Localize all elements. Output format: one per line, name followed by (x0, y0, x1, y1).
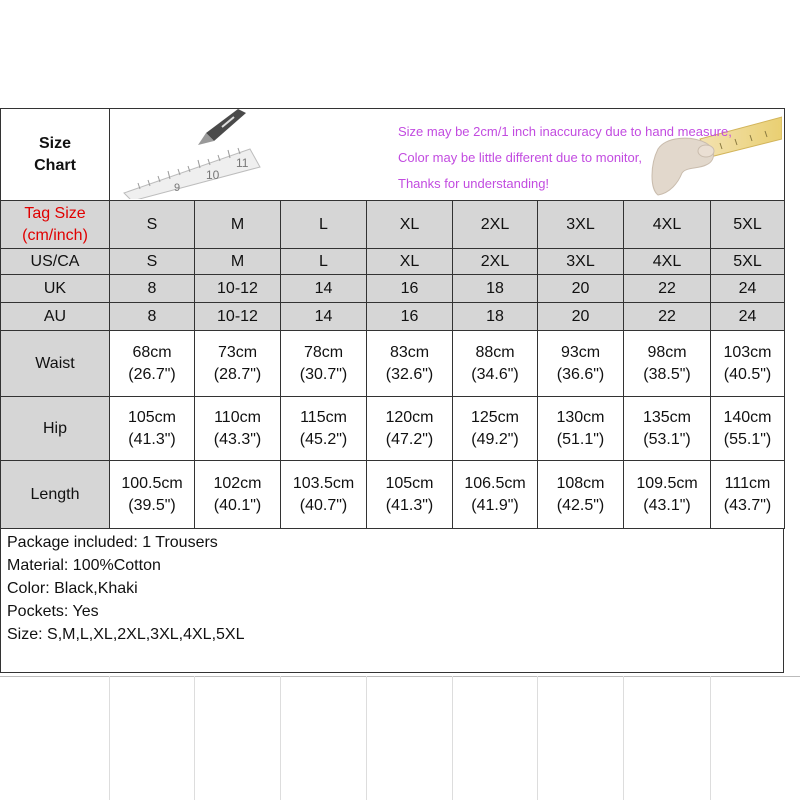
size-header: 5XL (711, 201, 785, 249)
banner-row (1, 109, 785, 201)
inch-value: (40.5") (723, 365, 772, 383)
table-cell: 10-12 (195, 275, 281, 303)
table-cell: 14 (281, 303, 367, 331)
table-cell: S (110, 249, 195, 275)
table-cell: 18 (453, 275, 538, 303)
inch-value: (43.7") (723, 496, 772, 514)
divider (366, 676, 367, 800)
inch-value: (40.7") (299, 496, 348, 514)
cm-value: 100.5cm (121, 474, 183, 492)
measure-cell (538, 397, 624, 461)
cm-value: 106.5cm (464, 474, 526, 492)
ruler-number: 9 (174, 182, 181, 194)
inch-value: (43.3") (213, 430, 262, 448)
tag-size-label (1, 201, 110, 249)
banner (110, 109, 785, 201)
size-header: 4XL (624, 201, 711, 249)
table-cell: 20 (538, 303, 624, 331)
measure-cell (195, 397, 281, 461)
inch-value: (32.6") (385, 365, 434, 383)
measure-cell (624, 331, 711, 397)
measure-cell (624, 461, 711, 529)
info-line-package: Package included: 1 Trousers (7, 534, 218, 551)
product-info (0, 529, 784, 673)
cm-value: 135cm (642, 408, 692, 426)
inch-value: (51.1") (556, 430, 605, 448)
cm-value: 108cm (556, 474, 605, 492)
inch-value: (45.2") (299, 430, 348, 448)
cm-value: 88cm (475, 343, 515, 361)
note-line: Color may be little different due to monitor, (398, 150, 642, 165)
measure-cell (281, 397, 367, 461)
divider (710, 676, 711, 800)
table-cell: 16 (367, 275, 453, 303)
size-header: 3XL (538, 201, 624, 249)
note-line: Size may be 2cm/1 inch inaccuracy due to hand measure, (398, 124, 732, 139)
measure-cell (367, 461, 453, 529)
measure-cell (195, 461, 281, 529)
cm-value: 105cm (127, 408, 177, 426)
measure-cell (538, 331, 624, 397)
table-cell: M (195, 249, 281, 275)
measure-cell (453, 461, 538, 529)
inch-value: (41.3") (385, 496, 434, 514)
size-header: XL (367, 201, 453, 249)
row-label: US/CA (1, 249, 110, 275)
table-cell: 24 (711, 303, 785, 331)
measure-cell (110, 461, 195, 529)
divider (537, 676, 538, 800)
info-line-size: Size: S,M,L,XL,2XL,3XL,4XL,5XL (7, 626, 245, 643)
info-line-pockets: Pockets: Yes (7, 603, 99, 620)
ruler-icon (124, 148, 260, 199)
divider (109, 676, 110, 800)
cm-value: 73cm (217, 343, 258, 361)
table-cell: 16 (367, 303, 453, 331)
ruler-number: 10 (206, 168, 220, 182)
divider (452, 676, 453, 800)
table-cell: 22 (624, 303, 711, 331)
cm-value: 93cm (560, 343, 601, 361)
size-table (0, 108, 785, 529)
inch-value: (53.1") (643, 430, 691, 448)
title-line-1: Size (38, 134, 71, 152)
table-cell: 22 (624, 275, 711, 303)
cm-value: 125cm (470, 408, 520, 426)
cm-value: 140cm (723, 408, 772, 426)
cm-value: 130cm (556, 408, 605, 426)
cm-value: 115cm (300, 408, 347, 426)
note-line: Thanks for understanding! (398, 176, 550, 191)
size-chart-title (1, 109, 110, 201)
inch-value: (28.7") (213, 365, 262, 383)
measure-row-length (1, 461, 785, 529)
table-cell: 20 (538, 275, 624, 303)
measure-cell (711, 461, 785, 529)
cm-value: 102cm (213, 474, 262, 492)
size-header: S (110, 201, 195, 249)
table-cell: 2XL (453, 249, 538, 275)
row-label: Waist (1, 331, 110, 397)
inch-value: (41.9") (471, 496, 519, 514)
size-header: L (281, 201, 367, 249)
table-cell: 4XL (624, 249, 711, 275)
measure-cell (453, 397, 538, 461)
inch-value: (43.1") (643, 496, 691, 514)
measure-cell (367, 397, 453, 461)
cm-value: 68cm (132, 343, 172, 361)
inch-value: (38.5") (643, 365, 691, 383)
info-line-material: Material: 100%Cotton (7, 557, 161, 574)
cm-value: 120cm (385, 408, 434, 426)
table-row (1, 303, 785, 331)
cm-value: 83cm (389, 343, 430, 361)
table-row (1, 275, 785, 303)
divider (0, 676, 800, 677)
table-cell: XL (367, 249, 453, 275)
cm-value: 78cm (303, 343, 344, 361)
inch-value: (26.7") (128, 365, 176, 383)
tag-size-line-1: Tag Size (24, 204, 86, 222)
table-cell: 10-12 (195, 303, 281, 331)
inch-value: (30.7") (299, 365, 348, 383)
table-cell: 3XL (538, 249, 624, 275)
measure-cell (624, 397, 711, 461)
measure-row-hip (1, 397, 785, 461)
cm-value: 109.5cm (636, 474, 698, 492)
inch-value: (42.5") (556, 496, 605, 514)
pen-icon (198, 109, 246, 145)
row-label: Length (1, 461, 110, 529)
table-cell: 14 (281, 275, 367, 303)
measure-cell (110, 331, 195, 397)
measure-cell (538, 461, 624, 529)
measure-cell (453, 331, 538, 397)
cm-value: 105cm (385, 474, 434, 492)
inch-value: (49.2") (471, 430, 519, 448)
measure-cell (711, 331, 785, 397)
table-cell: 24 (711, 275, 785, 303)
inch-value: (34.6") (471, 365, 519, 383)
measure-cell (281, 461, 367, 529)
cm-value: 111cm (724, 474, 771, 492)
ruler-number: 11 (236, 156, 249, 170)
measure-cell (367, 331, 453, 397)
inch-value: (39.5") (128, 496, 176, 514)
inch-value: (40.1") (213, 496, 262, 514)
cm-value: 110cm (214, 408, 261, 426)
divider (623, 676, 624, 800)
measure-cell (281, 331, 367, 397)
size-chart (0, 108, 800, 673)
cm-value: 103cm (723, 343, 772, 361)
tag-size-line-2: (cm/inch) (22, 226, 88, 244)
row-label: UK (1, 275, 110, 303)
measure-row-waist (1, 331, 785, 397)
table-row (1, 249, 785, 275)
row-label: Hip (1, 397, 110, 461)
cm-value: 98cm (647, 343, 687, 361)
size-header: M (195, 201, 281, 249)
inch-value: (47.2") (385, 430, 434, 448)
table-cell: 5XL (711, 249, 785, 275)
row-label: AU (1, 303, 110, 331)
divider (194, 676, 195, 800)
inch-value: (36.6") (556, 365, 605, 383)
title-line-2: Chart (34, 156, 76, 174)
table-cell: 8 (110, 303, 195, 331)
size-header: 2XL (453, 201, 538, 249)
table-cell: 8 (110, 275, 195, 303)
inch-value: (55.1") (723, 430, 772, 448)
measure-cell (110, 397, 195, 461)
divider (280, 676, 281, 800)
notes (398, 119, 732, 197)
info-line-color: Color: Black,Khaki (7, 580, 138, 597)
table-cell: 18 (453, 303, 538, 331)
tag-size-row (1, 201, 785, 249)
cm-value: 103.5cm (292, 474, 355, 492)
inch-value: (41.3") (128, 430, 176, 448)
measure-cell (711, 397, 785, 461)
measure-cell (195, 331, 281, 397)
table-cell: L (281, 249, 367, 275)
